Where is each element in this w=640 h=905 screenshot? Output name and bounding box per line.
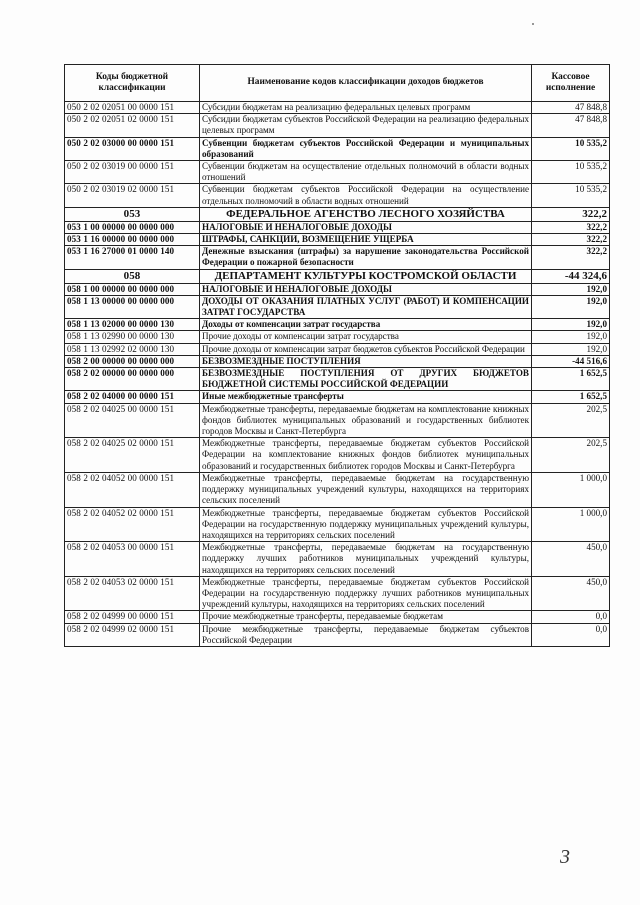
row-sum: 192,0	[532, 283, 610, 295]
row-code: 058 1 13 02992 02 0000 130	[65, 343, 200, 355]
row-code: 053	[65, 207, 200, 221]
row-sum: 192,0	[532, 331, 610, 343]
row-name: НАЛОГОВЫЕ И НЕНАЛОГОВЫЕ ДОХОДЫ	[200, 221, 532, 233]
row-sum: 450,0	[532, 542, 610, 577]
row-name: Межбюджетные трансферты, передаваемые бюджетам субъектов Российской Федерации на государственную поддержку муниципальных учреждений культуры, находящихся на территориях сельских поселений	[200, 507, 532, 542]
row-name: Межбюджетные трансферты, передаваемые бюджетам на государственную поддержку лучших работников муниципальных учреждений культуры, находящихся на территориях сельских поселений	[200, 542, 532, 577]
row-code: 058 2 02 04999 02 0000 151	[65, 623, 200, 646]
table-row	[65, 161, 610, 184]
table-row	[65, 391, 610, 403]
row-name: БЕЗВОЗМЕЗДНЫЕ ПОСТУПЛЕНИЯ ОТ ДРУГИХ БЮДЖЕТОВ БЮДЖЕТНОЙ СИСТЕМЫ РОССИЙСКОЙ ФЕДЕРАЦИИ	[200, 368, 532, 391]
row-code: 058 2 02 04052 02 0000 151	[65, 507, 200, 542]
table-row	[65, 403, 610, 438]
table-row	[65, 234, 610, 246]
row-code: 058 1 00 00000 00 0000 000	[65, 283, 200, 295]
row-name: Субвенции бюджетам субъектов Российской Федерации и муниципальных образований	[200, 137, 532, 160]
row-name: Субсидии бюджетам субъектов Российской Федерации на реализацию федеральных целевых программ	[200, 114, 532, 137]
header-name: Наименование кодов классификации доходов бюджетов	[200, 65, 532, 102]
row-name: Субвенции бюджетам на осуществление отдельных полномочий в области водных отношений	[200, 161, 532, 184]
row-code: 058 2 02 00000 00 0000 000	[65, 368, 200, 391]
organization-row	[65, 207, 610, 221]
row-code: 058 1 13 02990 00 0000 130	[65, 331, 200, 343]
page-number: 3	[560, 846, 570, 868]
row-code: 053 1 00 00000 00 0000 000	[65, 221, 200, 233]
row-name: НАЛОГОВЫЕ И НЕНАЛОГОВЫЕ ДОХОДЫ	[200, 283, 532, 295]
row-code: 058 2 02 04025 00 0000 151	[65, 403, 200, 438]
row-name: Межбюджетные трансферты, передаваемые бюджетам на комплектование книжных фондов библиотек муниципальных образований и государственных библиотек городов Москвы и Санкт-Петербурга	[200, 403, 532, 438]
row-sum: 10 535,2	[532, 161, 610, 184]
row-name: ШТРАФЫ, САНКЦИИ, ВОЗМЕЩЕНИЕ УЩЕРБА	[200, 234, 532, 246]
row-code: 058 2 02 04999 00 0000 151	[65, 611, 200, 623]
row-sum: -44 324,6	[532, 269, 610, 283]
row-name: Межбюджетные трансферты, передаваемые бюджетам субъектов Российской Федерации на государственную поддержку лучших работников муниципальных учреждений культуры, находящихся на территориях сельских поселений	[200, 576, 532, 611]
table-row	[65, 184, 610, 207]
row-code: 058 2 02 04053 00 0000 151	[65, 542, 200, 577]
row-sum: 322,2	[532, 234, 610, 246]
row-sum: 192,0	[532, 343, 610, 355]
table-row	[65, 542, 610, 577]
table-row	[65, 343, 610, 355]
row-code: 050 2 02 03000 00 0000 151	[65, 137, 200, 160]
row-sum: 0,0	[532, 611, 610, 623]
row-code: 058 2 02 04000 00 0000 151	[65, 391, 200, 403]
row-name: Прочие межбюджетные трансферты, передаваемые бюджетам субъектов Российской Федерации	[200, 623, 532, 646]
table-row	[65, 295, 610, 318]
row-name: Межбюджетные трансферты, передаваемые бюджетам на государственную поддержку муниципальных учреждений культуры, находящихся на территориях сельских поселений	[200, 472, 532, 507]
row-sum: 322,2	[532, 221, 610, 233]
row-sum: -44 516,6	[532, 355, 610, 367]
row-name: Прочие доходы от компенсации затрат бюджетов субъектов Российской Федерации	[200, 343, 532, 355]
row-sum: 322,2	[532, 246, 610, 269]
row-name: ФЕДЕРАЛЬНОЕ АГЕНСТВО ЛЕСНОГО ХОЗЯЙСТВА	[200, 207, 532, 221]
row-code: 050 2 02 02051 00 0000 151	[65, 102, 200, 114]
row-sum: 192,0	[532, 295, 610, 318]
row-sum: 10 535,2	[532, 184, 610, 207]
row-sum: 1 000,0	[532, 507, 610, 542]
row-name: Прочие межбюджетные трансферты, передаваемые бюджетам	[200, 611, 532, 623]
header-code: Коды бюджетной классификации	[65, 65, 200, 102]
table-row	[65, 355, 610, 367]
row-name: Субсидии бюджетам на реализацию федеральных целевых программ	[200, 102, 532, 114]
organization-row	[65, 269, 610, 283]
row-code: 050 2 02 02051 02 0000 151	[65, 114, 200, 137]
row-sum: 1 652,5	[532, 391, 610, 403]
table-row	[65, 472, 610, 507]
row-sum: 10 535,2	[532, 137, 610, 160]
row-name: БЕЗВОЗМЕЗДНЫЕ ПОСТУПЛЕНИЯ	[200, 355, 532, 367]
row-name: Межбюджетные трансферты, передаваемые бюджетам субъектов Российской Федерации на комплектование книжных фондов библиотек муниципальных образований и государственных библиотек городов Москвы и Санкт-Петербурга	[200, 438, 532, 473]
row-sum: 322,2	[532, 207, 610, 221]
row-name: Доходы от компенсации затрат государства	[200, 319, 532, 331]
row-sum: 1 000,0	[532, 472, 610, 507]
row-sum: 202,5	[532, 403, 610, 438]
header-sum: Кассовое исполнение	[532, 65, 610, 102]
row-name: Субвенции бюджетам субъектов Российской Федерации на осуществление отдельных полномочий в области водных отношений	[200, 184, 532, 207]
row-code: 058 2 00 00000 00 0000 000	[65, 355, 200, 367]
table-row	[65, 507, 610, 542]
table-row	[65, 319, 610, 331]
table-row	[65, 331, 610, 343]
scan-speck	[532, 23, 534, 25]
row-code: 058 1 13 02000 00 0000 130	[65, 319, 200, 331]
table-row	[65, 576, 610, 611]
table-row	[65, 283, 610, 295]
table-row	[65, 137, 610, 160]
row-name: Денежные взыскания (штрафы) за нарушение законодательства Российской Федерации о пожарной безопасности	[200, 246, 532, 269]
row-name: Иные межбюджетные трансферты	[200, 391, 532, 403]
table-row	[65, 114, 610, 137]
table-body	[65, 102, 610, 647]
table-row	[65, 368, 610, 391]
table-row	[65, 611, 610, 623]
row-name: Прочие доходы от компенсации затрат государства	[200, 331, 532, 343]
row-name: ДОХОДЫ ОТ ОКАЗАНИЯ ПЛАТНЫХ УСЛУГ (РАБОТ) И КОМПЕНСАЦИИ ЗАТРАТ ГОСУДАРСТВА	[200, 295, 532, 318]
row-sum: 1 652,5	[532, 368, 610, 391]
budget-revenue-table	[64, 64, 610, 647]
row-code: 058	[65, 269, 200, 283]
row-code: 050 2 02 03019 00 0000 151	[65, 161, 200, 184]
table-row	[65, 221, 610, 233]
table-header-row	[65, 65, 610, 102]
row-code: 058 2 02 04053 02 0000 151	[65, 576, 200, 611]
row-code: 053 1 16 00000 00 0000 000	[65, 234, 200, 246]
row-code: 058 1 13 00000 00 0000 000	[65, 295, 200, 318]
row-sum: 0,0	[532, 623, 610, 646]
table-row	[65, 623, 610, 646]
table-row	[65, 246, 610, 269]
table-row	[65, 102, 610, 114]
row-sum: 47 848,8	[532, 102, 610, 114]
row-sum: 202,5	[532, 438, 610, 473]
row-sum: 192,0	[532, 319, 610, 331]
row-sum: 450,0	[532, 576, 610, 611]
row-code: 050 2 02 03019 02 0000 151	[65, 184, 200, 207]
table-row	[65, 438, 610, 473]
row-name: ДЕПАРТАМЕНТ КУЛЬТУРЫ КОСТРОМСКОЙ ОБЛАСТИ	[200, 269, 532, 283]
row-code: 053 1 16 27000 01 0000 140	[65, 246, 200, 269]
row-code: 058 2 02 04052 00 0000 151	[65, 472, 200, 507]
row-code: 058 2 02 04025 02 0000 151	[65, 438, 200, 473]
row-sum: 47 848,8	[532, 114, 610, 137]
